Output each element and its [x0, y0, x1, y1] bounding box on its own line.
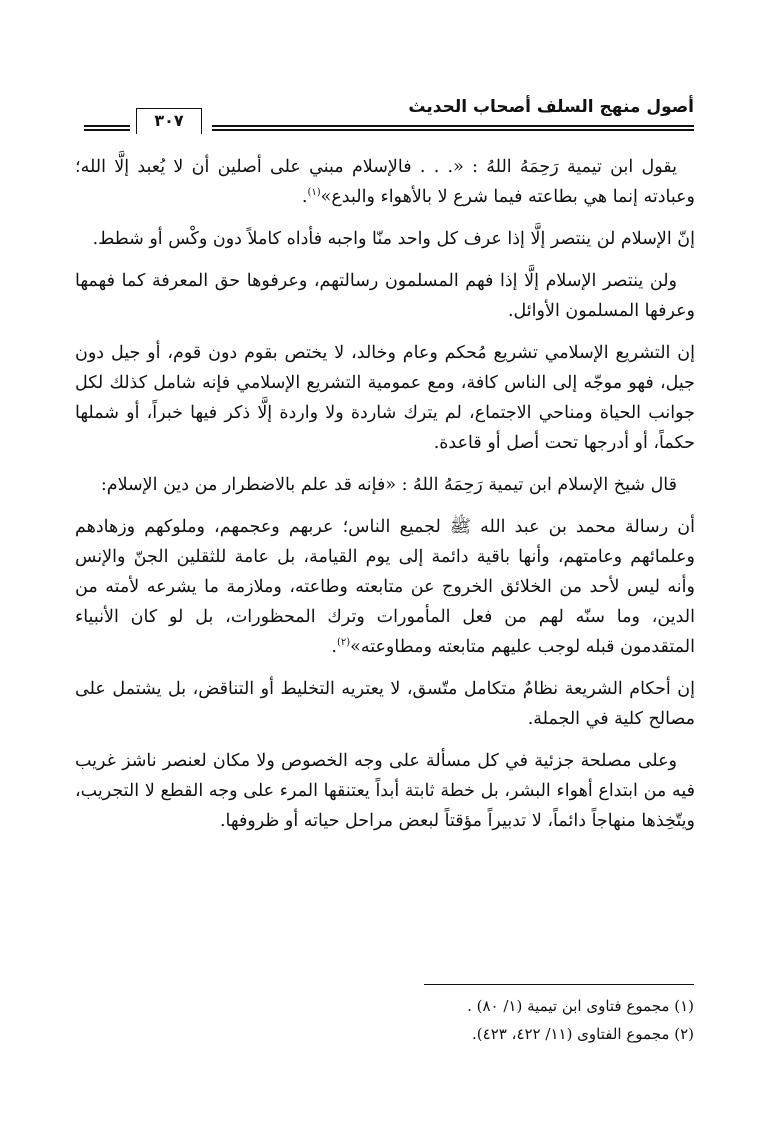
footnote-ref: (٢) [336, 637, 351, 649]
paragraph: يقول ابن تيمية رَحِمَهُ اللهُ : «. . . فالإسلام مبني على أصلين أن لا يُعبد إلَّا الله؛ وعبادته إنما هي بطاعته فيما شرع لا بالأهواء والبدع»$^{(١)}$. [75, 157, 695, 207]
paragraph: إنّ الإسلام لن ينتصر إلَّا إذا عرف كل واحد منّا واجبه فأداه كاملاً دون وكْس أو شطط. [92, 229, 695, 249]
running-title: أصول منهج السلف أصحاب الحديث [408, 97, 694, 117]
header-rule-short [84, 125, 130, 127]
paragraph: وعلى مصلحة جزئية في كل مسألة على وجه الخصوص ولا مكان لعنصر ناشز غريب فيه من ابتداع أهواء البشر، بل خطة ثابتة أبداً يعتنقها المرء على وجه القطع لا التجريب، ويتّخِذها منهاجاً دائماً، لا تدبيراً مؤقتاً لبعض مراحل حياته أو ظروفها. [75, 751, 695, 831]
page-header [84, 96, 694, 140]
paragraph: أن رسالة محمد بن عبد الله ﷺ لجميع الناس؛ عربهم وعجمهم، وملوكهم وزهادهم وعلمائهم وعامتهم، وأنها باقية دائمة إلى يوم القيامة، بل عامة للثقلين الجنّ والإنس وأنه ليس لأحد من الخلائق الخروج عن متابعته وطاعته، وملازمة ما يشرعه لأمته من الدين، وما سنّه لهم من فعل المأمورات وترك المحظورات، بل لو كان الأنبياء المتقدمون قبله لوجب عليهم متابعته ومطاوعته»$^{(٢)}$. [75, 517, 695, 657]
header-rule-short-double [84, 129, 130, 131]
footnote-ref: (١) [307, 187, 321, 199]
footnotes [74, 992, 694, 1048]
page-number: ٣٠٧ [136, 108, 202, 134]
footnote: (١) مجموع فتاوى ابن تيمية (١/ ٨٠) . [467, 997, 694, 1015]
header-rule [212, 125, 694, 127]
footnote-separator [424, 984, 694, 985]
paragraph: إن أحكام الشريعة نظامٌ متكامل متّسق، لا يعتريه التخليط أو التناقض، بل يشتمل على مصالح كلية في الجملة. [75, 679, 695, 729]
body-text [75, 152, 695, 848]
footnote: (٢) مجموع الفتاوى (١١/ ٤٢٢، ٤٢٣). [472, 1025, 694, 1043]
paragraph: قال شيخ الإسلام ابن تيمية رَحِمَهُ اللهُ : «فإنه قد علم بالاضطرار من دين الإسلام: [100, 475, 677, 495]
header-rule-double [212, 129, 694, 131]
paragraph: ولن ينتصر الإسلام إلَّا إذا فهم المسلمون رسالتهم، وعرفوها حق المعرفة كما فهمها وعرفها المسلمون الأوائل. [75, 271, 695, 321]
paragraph: إن التشريع الإسلامي تشريع مُحكم وعام وخالد، لا يختص بقوم دون قوم، أو جيل دون جيل، فهو موجّه إلى الناس كافة، ومع عمومية التشريع الإسلامي فإنه شامل كذلك لكل جوانب الحياة ومناحي الاجتماع، لم يترك شاردة ولا واردة إلَّا ذكر فيها خبراً، أو شملها حكماً، أو أدرجها تحت أصل أو قاعدة. [75, 343, 695, 453]
